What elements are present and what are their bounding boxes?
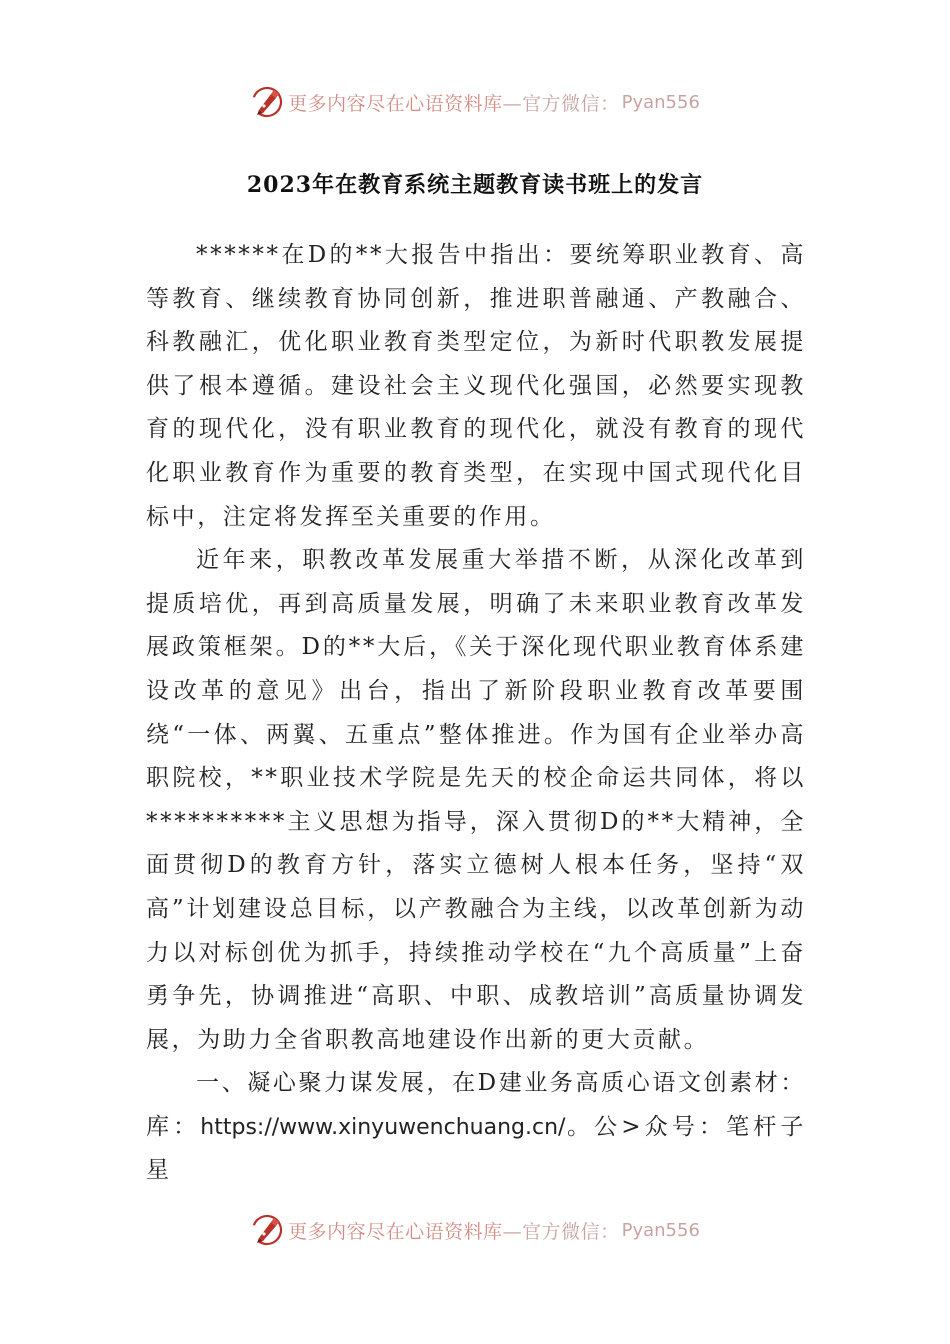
watermark-official-text: —官方微信：	[502, 1220, 620, 1243]
watermark-official-text: —官方微信：	[502, 92, 620, 115]
top-watermark-banner	[0, 82, 950, 122]
pen-logo-icon	[250, 1213, 284, 1247]
pen-logo-icon	[250, 85, 284, 119]
paragraph-1: ******在D的**大报告中指出：要统筹职业教育、高等教育、继续教育协同创新，推进职普融通、产教融合、科教融汇，优化职业教育类型定位，为新时代职教发展提供了根本遵循。建设社会主义现代化强国，必然要实现教育的现代化，没有职业教育的现代化，就没有教育的现代化职业教育作为重要的教育类型，在实现中国式现代化目标中，注定将发挥至关重要的作用。	[146, 242, 806, 530]
section-heading-text: 一、凝心聚力谋发展，在D建业务高质心语文创素材：库：	[146, 1070, 806, 1140]
bottom-watermark-banner	[0, 1210, 950, 1250]
source-url-link[interactable]: https://www.xinyuwenchuang.cn/	[200, 1114, 566, 1140]
section-heading-1	[146, 1062, 806, 1193]
watermark-wechat-id: Pyan556	[621, 1219, 700, 1241]
section-heading-suffix: 。公>众号：笔杆子星	[146, 1113, 807, 1184]
document-body	[146, 234, 806, 1193]
watermark-site-text: 更多内容尽在心语资料库	[288, 1220, 503, 1243]
paragraph-2: 近年来，职教改革发展重大举措不断，从深化改革到提质培优，再到高质量发展，明确了未来职业教育改革发展政策框架。D的**大后，《关于深化现代职业教育体系建设改革的意见》出台，指出了新阶段职业教育改革要围绕“一体、两翼、五重点”整体推进。作为国有企业举办高职院校，**职业技术学院是先天的校企命运共同体，将以**********主义思想为指导，深入贯彻D的**大精神，全面贯彻D的教育方针，落实立德树人根本任务，坚持“双高”计划建设总目标，以产教融合为主线，以改革创新为动力以对标创优为抓手，持续推动学校在“九个高质量”上奋勇争先，协调推进“高职、中职、成教培训”高质量协调发展，为助力全省职教高地建设作出新的更大贡献。	[146, 547, 806, 1053]
watermark-wechat-id: Pyan556	[621, 91, 700, 113]
document-title: 2023年在教育系统主题教育读书班上的发言	[246, 172, 704, 198]
watermark-site-text: 更多内容尽在心语资料库	[288, 92, 503, 115]
